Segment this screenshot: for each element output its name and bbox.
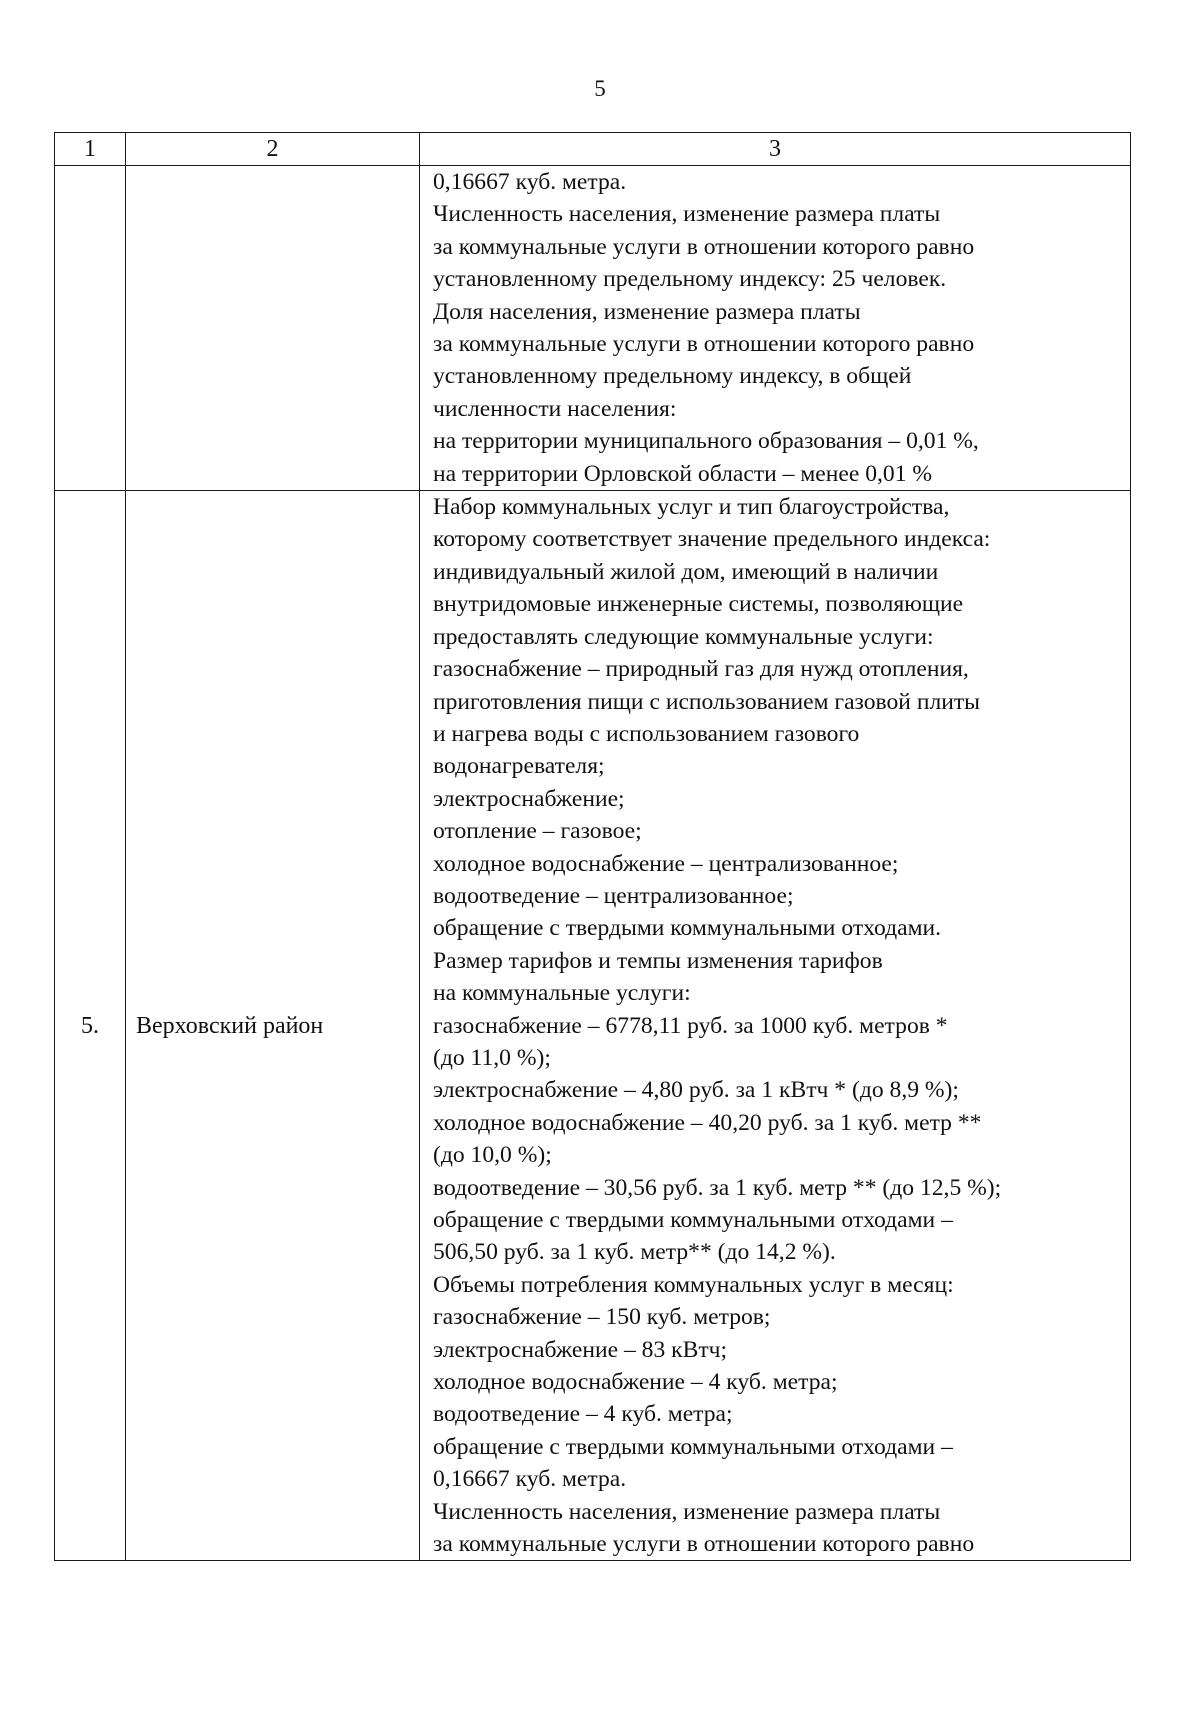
row-number-cell bbox=[55, 166, 126, 491]
description-line: Набор коммунальных услуг и тип благоустройства, bbox=[433, 494, 950, 521]
table-row bbox=[55, 166, 1131, 491]
description-line: электроснабжение – 83 кВтч; bbox=[433, 1336, 728, 1363]
description-line: Численность населения, изменение размера платы bbox=[433, 201, 941, 228]
description-line: водоотведение – 4 куб. метра; bbox=[433, 1401, 733, 1428]
description-line: и нагрева воды с использованием газового bbox=[433, 720, 860, 747]
district-name-cell bbox=[126, 166, 420, 491]
page-number: 5 bbox=[594, 76, 606, 101]
description-line: численности населения: bbox=[433, 395, 677, 422]
district-name-cell: Верховский район bbox=[126, 491, 420, 1561]
description-line: электроснабжение; bbox=[433, 785, 625, 812]
tariff-table bbox=[54, 132, 1131, 1561]
description-line: газоснабжение – 150 куб. метров; bbox=[433, 1304, 771, 1331]
description-line: (до 11,0 %); bbox=[433, 1044, 551, 1071]
description-line: на территории муниципального образования – 0,01 %, bbox=[433, 428, 979, 455]
description-line: приготовления пищи с использованием газовой плиты bbox=[433, 688, 981, 715]
description-line: обращение с твердыми коммунальными отходами – bbox=[433, 1433, 953, 1460]
description-line: установленному предельному индексу: 25 человек. bbox=[433, 266, 947, 293]
description-line: обращение с твердыми коммунальными отходами – bbox=[433, 1207, 953, 1233]
description-cell bbox=[420, 491, 1131, 1561]
description-line: (до 10,0 %); bbox=[433, 1142, 552, 1169]
row-number-cell: 5. bbox=[55, 491, 126, 1561]
description-line: за коммунальные услуги в отношении которого равно bbox=[433, 331, 975, 358]
description-cell bbox=[420, 166, 1131, 491]
description-line: установленному предельному индексу, в общей bbox=[433, 363, 912, 390]
description-line: Доля населения, изменение размера платы bbox=[433, 298, 861, 325]
description-line: на территории Орловской области – менее 0,01 % bbox=[433, 460, 933, 487]
description-line: газоснабжение – природный газ для нужд отопления, bbox=[433, 656, 969, 683]
description-line: отопление – газовое; bbox=[433, 818, 642, 845]
description-line: предоставлять следующие коммунальные услуги: bbox=[433, 623, 934, 650]
description-line: водонагревателя; bbox=[433, 753, 605, 780]
description-line: холодное водоснабжение – 4 куб. метра; bbox=[433, 1369, 838, 1396]
table-header-row bbox=[55, 133, 1131, 166]
description-line: внутридомовые инженерные системы, позволяющие bbox=[433, 591, 964, 618]
description-line: индивидуальный жилой дом, имеющий в наличии bbox=[433, 558, 939, 585]
description-line: 506,50 руб. за 1 куб. метр** (до 14,2 %). bbox=[433, 1239, 836, 1266]
description-line: Размер тарифов и темпы изменения тарифов bbox=[433, 947, 883, 974]
column-header-1: 1 bbox=[55, 133, 126, 166]
description-line: на коммунальные услуги: bbox=[433, 980, 691, 1007]
description-line: холодное водоснабжение – централизованное; bbox=[433, 850, 899, 877]
description-line: электроснабжение – 4,80 руб. за 1 кВтч * (до 8,9 %); bbox=[433, 1077, 959, 1104]
description-line: Численность населения, изменение размера платы bbox=[433, 1498, 941, 1525]
table-row bbox=[55, 491, 1131, 1561]
description-line: обращение с твердыми коммунальными отходами. bbox=[433, 915, 942, 942]
description-line: водоотведение – централизованное; bbox=[433, 882, 794, 909]
description-line: водоотведение – 30,56 руб. за 1 куб. метр ** (до 12,5 %); bbox=[433, 1174, 1002, 1201]
column-header-3: 3 bbox=[420, 133, 1131, 166]
description-line: 0,16667 куб. метра. bbox=[433, 1466, 627, 1493]
description-line: которому соответствует значение предельного индекса: bbox=[433, 526, 991, 553]
column-header-2: 2 bbox=[126, 133, 420, 166]
description-line: 0,16667 куб. метра. bbox=[433, 169, 627, 195]
description-line: газоснабжение – 6778,11 руб. за 1000 куб. метров * bbox=[433, 1012, 948, 1039]
description-line: Объемы потребления коммунальных услуг в месяц: bbox=[433, 1271, 954, 1298]
description-line: за коммунальные услуги в отношении которого равно bbox=[433, 1531, 975, 1558]
description-line: за коммунальные услуги в отношении которого равно bbox=[433, 233, 975, 260]
description-line: холодное водоснабжение – 40,20 руб. за 1 куб. метр ** bbox=[433, 1109, 982, 1136]
